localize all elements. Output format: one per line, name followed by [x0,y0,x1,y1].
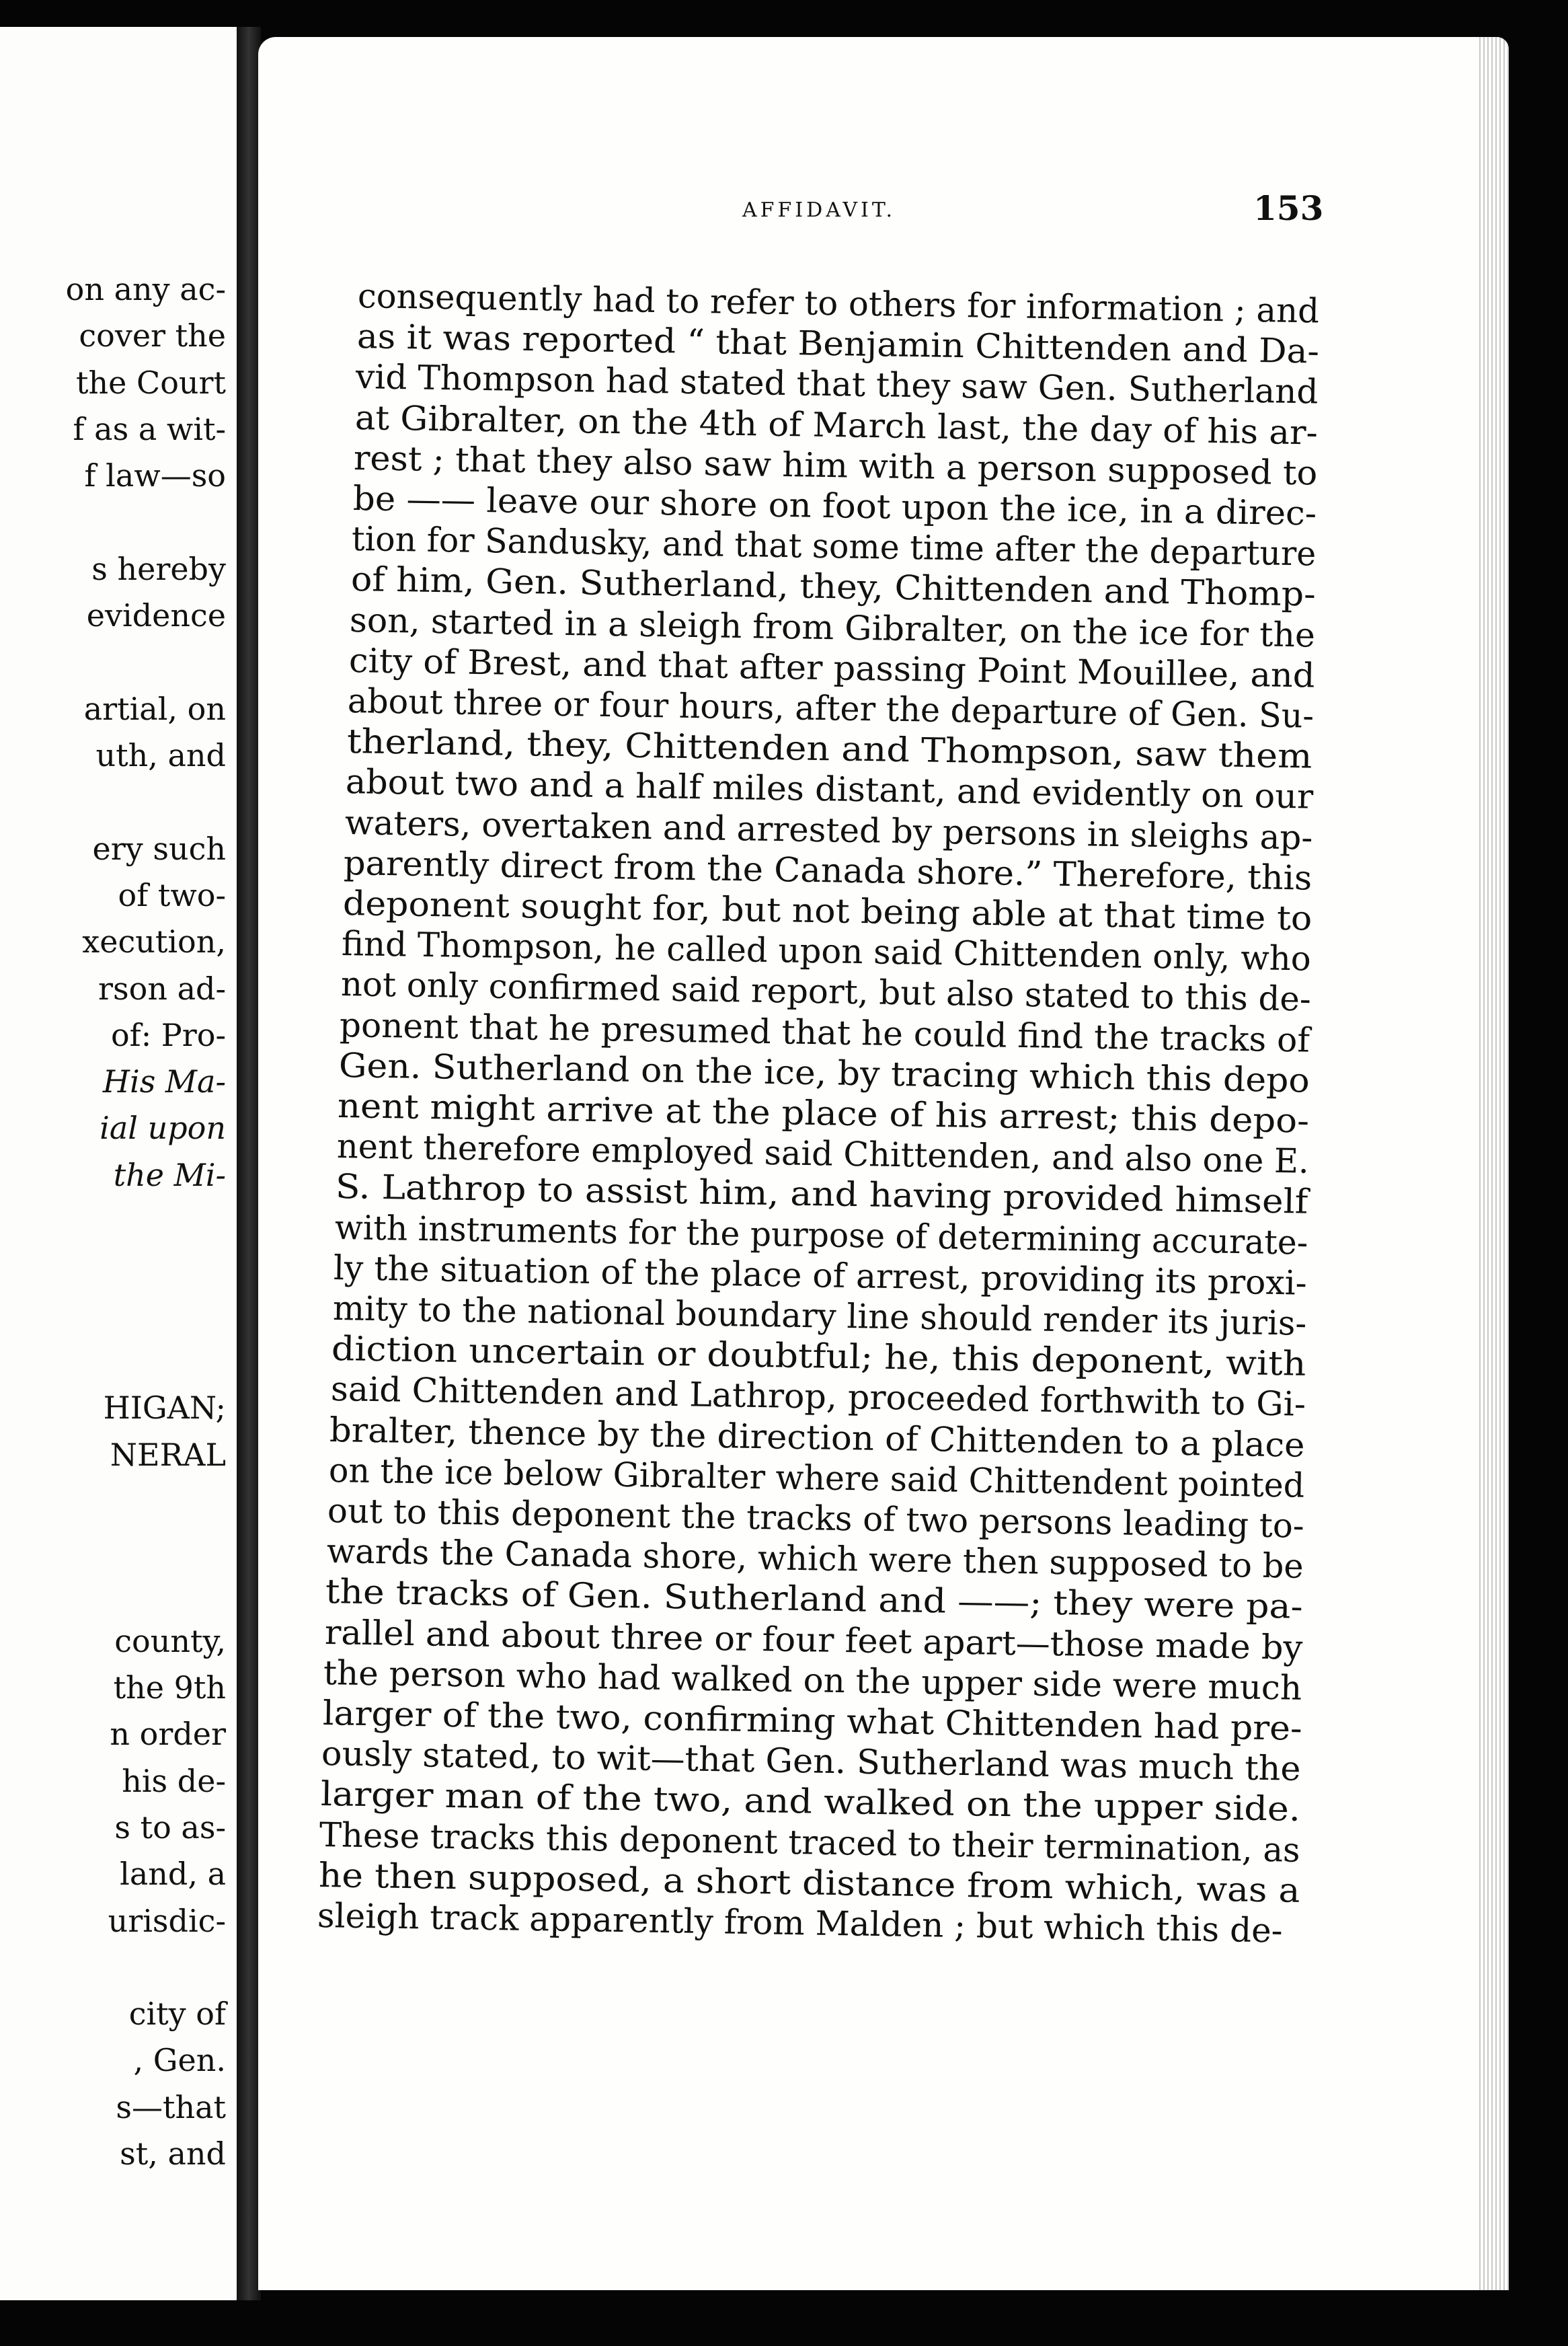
left-page-line: county, [114,1622,226,1659]
body-line: he then supposed, a short distance from which, was a [318,1855,1300,1910]
body-line: S. Lathrop to assist him, and having provided himself [335,1167,1308,1222]
left-page-line: of two- [118,876,226,913]
body-line: city of Brest, and that after passing Point Mouillee, and [348,640,1315,695]
body-line: Gen. Sutherland on the ice, by tracing which this depo [338,1045,1310,1100]
left-page-line: ial upon [100,1110,226,1147]
body-line: deponent sought for, but not being able at that time to [342,884,1312,938]
left-page-line: , Gen. [133,2042,226,2079]
body-line: out to this deponent the tracks of two persons leading to- [327,1491,1305,1546]
body-line: about two and a half miles distant, and evidently on our [345,762,1314,817]
body-line: as it was reported “ that Benjamin Chittenden and Da- [356,317,1319,371]
left-page-line: His Ma- [102,1063,226,1100]
body-line: at Gibralter, on the 4th of March last, the day of his ar- [354,398,1318,453]
left-page-line: st, and [120,2135,226,2172]
body-line: larger of the two, confirming what Chittenden had pre- [322,1694,1302,1748]
left-page-line: artial, on [83,690,226,727]
body-line: therland, they, Chittenden and Thompson, saw them [346,722,1312,776]
body-line: ponent that he presumed that he could find the tracks of [339,1005,1310,1060]
left-page-line: evidence [86,597,226,634]
body-line: vid Thompson had stated that they saw Gen. Sutherland [355,357,1319,412]
left-page-line: NERAL [110,1436,226,1473]
body-line: larger man of the two, and walked on the upper side. [320,1774,1300,1829]
left-page-line: urisdic- [108,1902,226,1939]
body-line: ously stated, to wit—that Gen. Sutherland was much the [321,1734,1301,1789]
body-line: said Chittenden and Lathrop, proceeded forthwith to Gi- [330,1369,1306,1425]
left-page-line: on any ac- [65,271,226,307]
book-gutter [237,27,261,2300]
left-page-fragment [0,27,239,2300]
body-line: waters, overtaken and arrested by persons in sleighs ap- [344,802,1313,858]
body-line: not only confirmed said report, but also stated to this de- [340,964,1311,1020]
body-line: rallel and about three or four feet apart—those made by [324,1612,1303,1667]
left-page-line: HIGAN; [103,1390,226,1427]
body-line: wards the Canada shore, which were then supposed to be [326,1531,1304,1587]
left-page-line: s to as- [114,1809,226,1846]
body-line: son, started in a sleigh from Gibralter, on the ice for the [349,600,1316,655]
body-line: rest ; that they also saw him with a person supposed to [353,438,1318,493]
left-page-line: the Mi- [113,1156,226,1193]
left-page-line: n order [110,1716,226,1753]
page-number: 153 [1253,188,1324,228]
left-page-line: uth, and [95,737,226,773]
body-line: bralter, thence by the direction of Chittenden to a place [329,1410,1305,1465]
left-page-line: the Court [76,364,226,401]
left-page-line: xecution, [82,923,226,960]
left-page-line: f as a wit- [73,410,226,447]
left-page-line: land, a [120,1856,226,1893]
body-line: nent might arrive at the place of his arrest; this depo- [337,1086,1310,1141]
body-line: diction uncertain or doubtful; he, this deponent, with [331,1329,1306,1384]
body-line: on the ice below Gibralter where said Chittendent pointed [328,1450,1305,1505]
left-page-line: rson ad- [98,970,226,1007]
body-line: be —— leave our shore on foot upon the ice, in a direc- [352,479,1317,533]
left-page-line: ery such [92,830,226,867]
body-line: tion for Sandusky, and that some time after the departure [351,519,1317,574]
book-page [258,37,1509,2290]
body-line: find Thompson, he called upon said Chittenden only, who [341,924,1312,979]
body-line: the person who had walked on the upper side were much [323,1653,1302,1708]
body-line: These tracks this deponent traced to their termination, as [319,1815,1300,1870]
body-line: consequently had to refer to others for information ; and [357,276,1320,331]
running-head: AFFIDAVIT. [742,198,896,222]
body-line: with instruments for the purpose of determining accurate- [334,1207,1308,1262]
left-page-line: s—that [116,2088,226,2125]
left-page-line: of: Pro- [110,1016,226,1053]
left-page-line: his de- [122,1762,226,1799]
body-line: nent therefore employed said Chittenden, and also one E. [336,1127,1309,1181]
body-text [258,37,1509,2290]
left-page-line: city of [128,1996,226,2033]
left-page-line: s hereby [91,550,226,587]
body-line: the tracks of Gen. Sutherland and ——; they were pa- [325,1572,1304,1627]
body-line: of him, Gen. Sutherland, they, Chittenden and Thomp- [350,560,1316,614]
body-line: parently direct from the Canada shore.” Therefore, this [343,843,1312,898]
body-line: ly the situation of the place of arrest, providing its proxi- [333,1248,1308,1303]
left-page-line: f law—so [84,457,226,494]
left-page-line: the 9th [113,1669,226,1706]
body-line: mity to the national boundary line should render its juris- [332,1289,1307,1343]
body-line: about three or four hours, after the departure of Gen. Su- [347,681,1315,736]
left-page-line: cover the [79,317,226,354]
body-line: sleigh track apparently from Malden ; but which this de- [317,1896,1284,1951]
